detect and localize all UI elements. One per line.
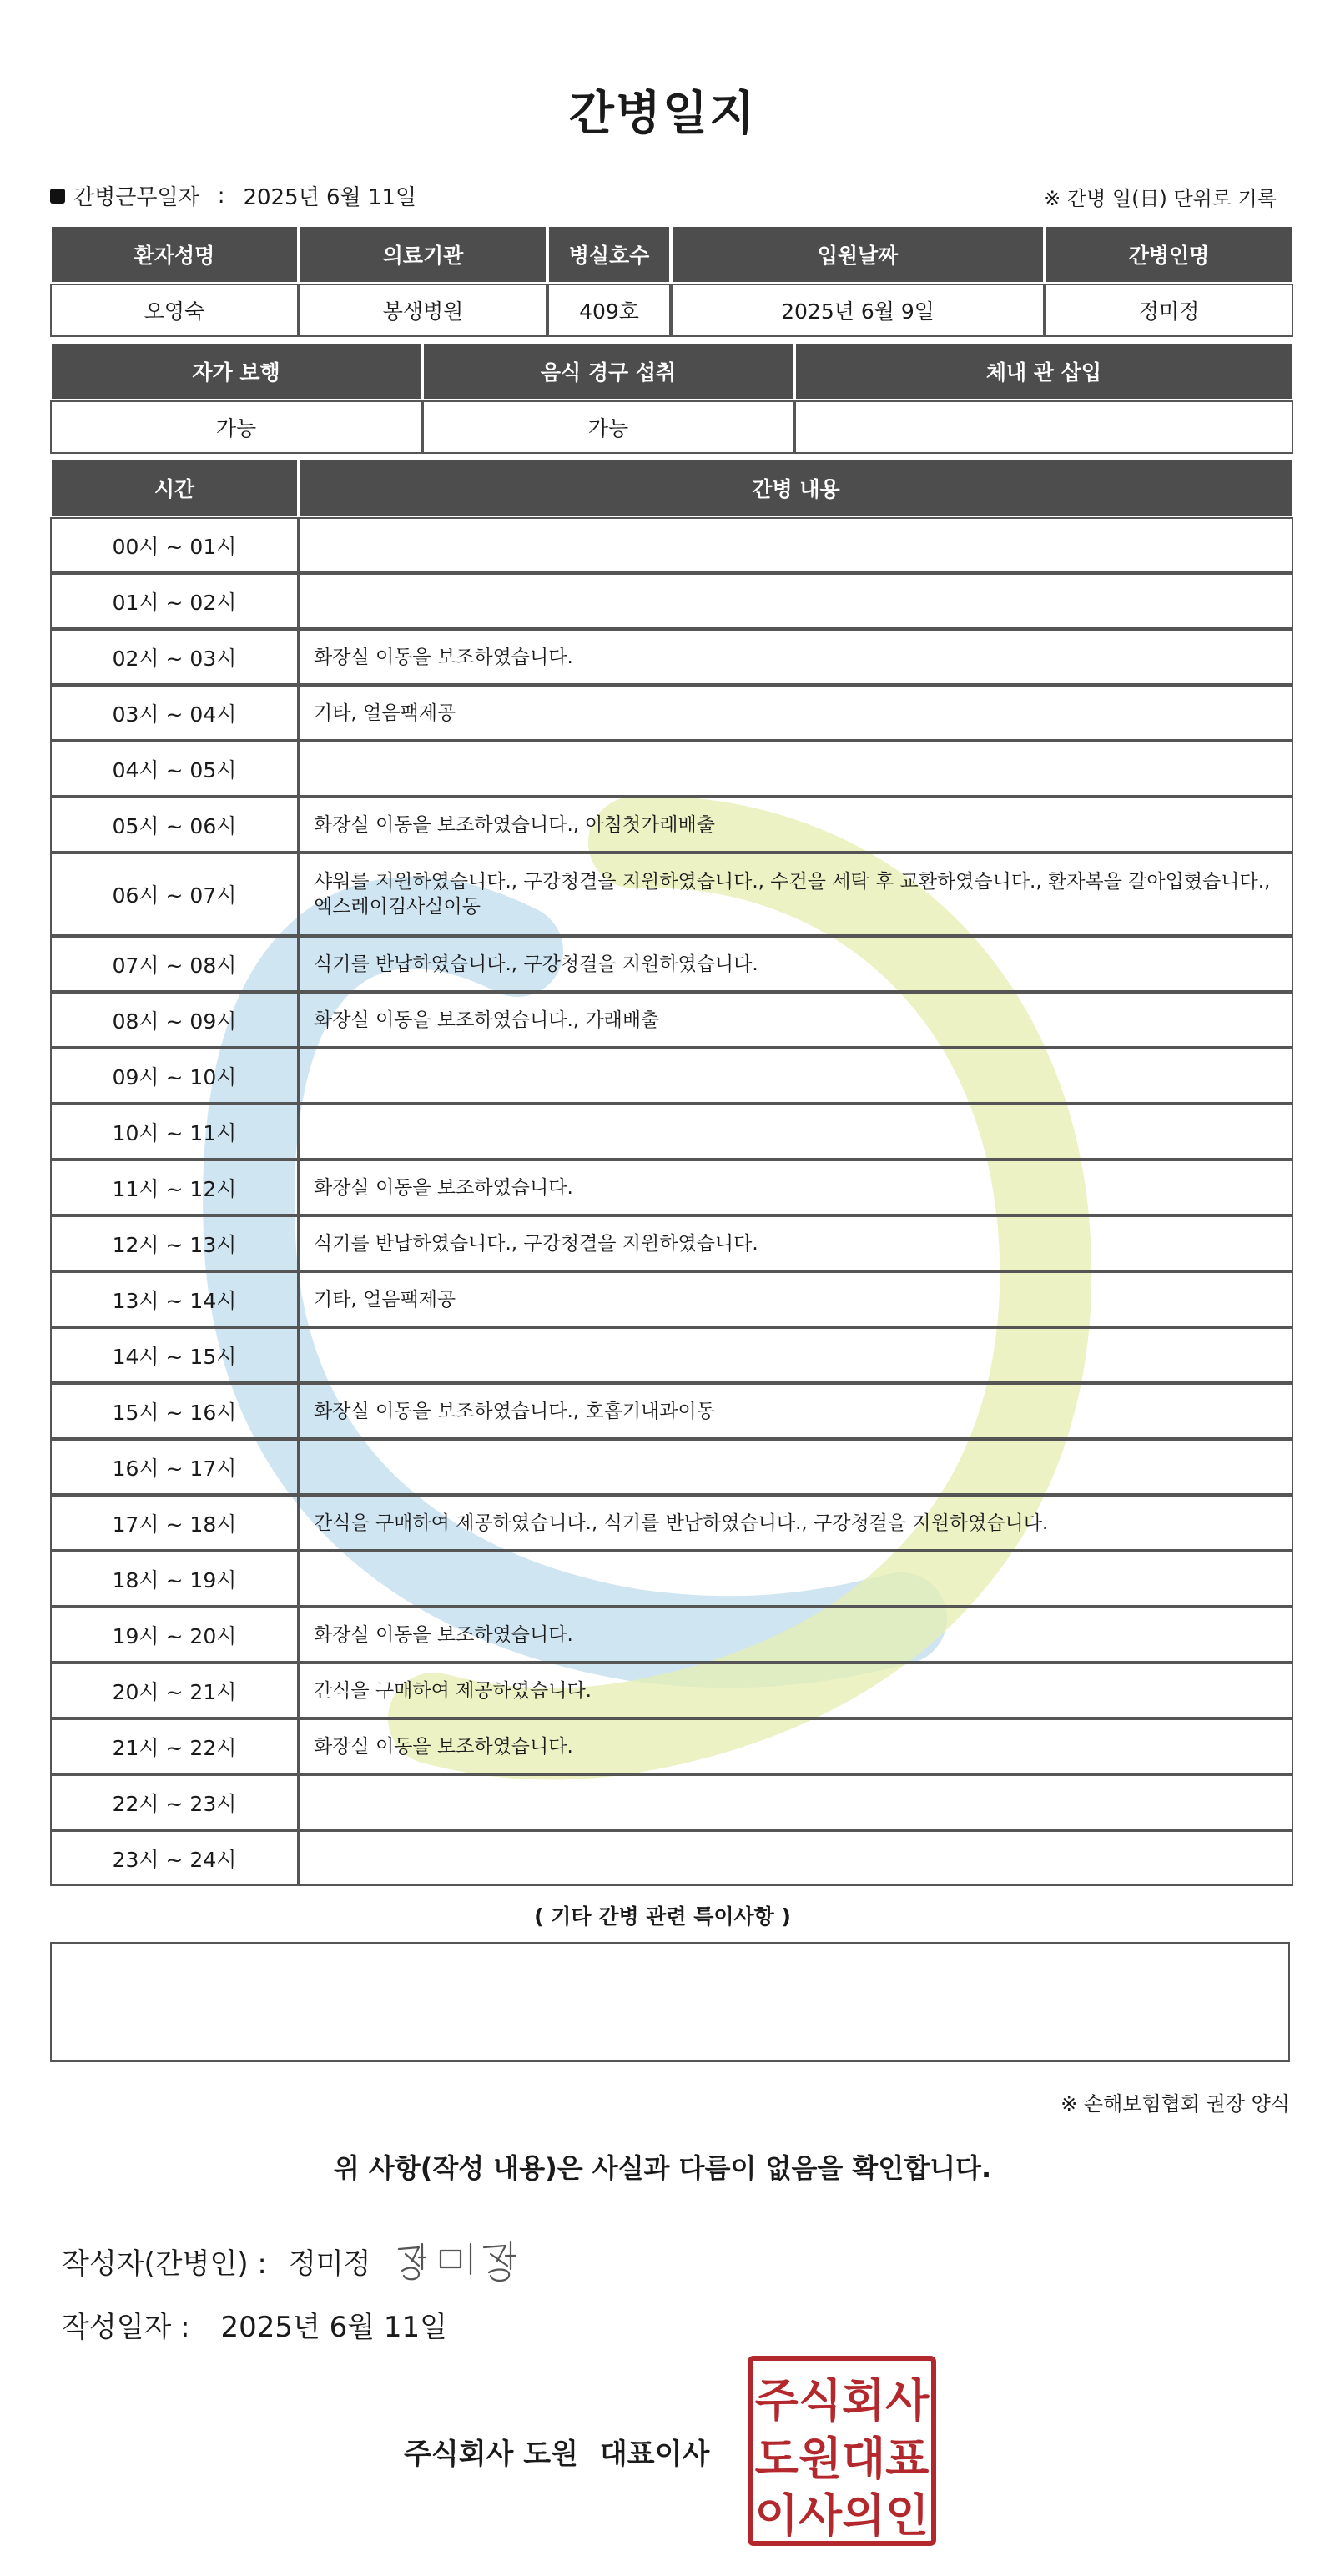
company-title: 대표이사 xyxy=(599,2438,710,2471)
log-row xyxy=(50,1439,1293,1495)
hospital-name: 봉생병원 xyxy=(299,284,547,337)
header-room: 병실호수 xyxy=(547,225,671,284)
header-walking: 자가 보행 xyxy=(50,342,422,400)
log-content-cell: 화장실 이동을 보조하였습니다., 가래배출 xyxy=(299,992,1293,1048)
work-date-value: 2025년 6월 11일 xyxy=(243,185,417,210)
log-time-cell: 10시 ~ 11시 xyxy=(50,1104,299,1160)
log-content-cell: 샤워를 지원하였습니다., 구강청결을 지원하였습니다., 수건을 세탁 후 교환하였습니다., 환자복을 갈아입혔습니다., 엑스레이검사실이동 xyxy=(299,853,1293,936)
log-row xyxy=(50,1048,1293,1104)
log-time-cell: 21시 ~ 22시 xyxy=(50,1718,299,1774)
seal-line-2: 도원대표 xyxy=(754,2433,930,2485)
log-time-cell: 11시 ~ 12시 xyxy=(50,1160,299,1215)
log-time-cell: 14시 ~ 15시 xyxy=(50,1327,299,1383)
seal-line-1: 주식회사 xyxy=(754,2374,930,2427)
log-time-cell: 04시 ~ 05시 xyxy=(50,741,299,797)
header-patient-name: 환자성명 xyxy=(50,225,299,284)
hourly-care-log-table xyxy=(50,459,1293,1886)
log-time-cell: 09시 ~ 10시 xyxy=(50,1048,299,1104)
log-time-cell: 19시 ~ 20시 xyxy=(50,1607,299,1663)
log-time-cell: 01시 ~ 02시 xyxy=(50,573,299,629)
log-content-cell: 기타, 얼음팩제공 xyxy=(299,685,1293,741)
log-time-cell: 15시 ~ 16시 xyxy=(50,1383,299,1439)
log-time-cell: 08시 ~ 09시 xyxy=(50,992,299,1048)
patient-info-table xyxy=(50,225,1293,337)
remarks-title: ( 기타 간병 관련 특이사항 ) xyxy=(534,1904,791,1929)
patient-header-row xyxy=(50,225,1293,284)
log-content-cell xyxy=(299,1830,1293,1886)
status-header-row xyxy=(50,342,1293,400)
page-title: 간병일지 xyxy=(568,87,757,141)
log-time-cell: 02시 ~ 03시 xyxy=(50,629,299,685)
confirmation-statement: 위 사항(작성 내용)은 사실과 다름이 없음을 확인합니다. xyxy=(333,2152,992,2184)
log-content-cell xyxy=(299,1551,1293,1607)
log-content-cell: 화장실 이동을 보조하였습니다. xyxy=(299,1160,1293,1215)
log-time-cell: 07시 ~ 08시 xyxy=(50,936,299,992)
log-row xyxy=(50,853,1293,936)
log-row xyxy=(50,936,1293,992)
log-row xyxy=(50,1830,1293,1886)
log-row xyxy=(50,517,1293,573)
writer-label: 작성자(간병인) : xyxy=(62,2246,267,2281)
log-content-cell: 식기를 반납하였습니다., 구강청결을 지원하였습니다. xyxy=(299,936,1293,992)
oral-intake-value: 가능 xyxy=(422,400,794,454)
log-time-cell: 18시 ~ 19시 xyxy=(50,1551,299,1607)
log-row xyxy=(50,1663,1293,1718)
written-date-label: 작성일자 : xyxy=(62,2311,190,2344)
patient-value-row xyxy=(50,284,1293,337)
header-hospital: 의료기관 xyxy=(299,225,547,284)
log-content-cell xyxy=(299,1439,1293,1495)
written-date-value: 2025년 6월 11일 xyxy=(220,2311,448,2344)
header-time: 시간 xyxy=(50,459,299,517)
company-name: 주식회사 도원 xyxy=(404,2438,578,2471)
log-content-cell xyxy=(299,517,1293,573)
log-time-cell: 06시 ~ 07시 xyxy=(50,853,299,936)
unit-note: ※ 간병 일(日) 단위로 기록 xyxy=(1044,187,1277,210)
log-header-row xyxy=(50,459,1293,517)
log-content-cell: 화장실 이동을 보조하였습니다., 호흡기내과이동 xyxy=(299,1383,1293,1439)
log-row xyxy=(50,1774,1293,1830)
header-caregiver-name: 간병인명 xyxy=(1045,225,1293,284)
log-time-cell: 23시 ~ 24시 xyxy=(50,1830,299,1886)
log-content-cell: 화장실 이동을 보조하였습니다., 아침첫가래배출 xyxy=(299,797,1293,853)
header-tube-insertion: 체내 관 삽입 xyxy=(794,342,1293,400)
log-content-cell: 화장실 이동을 보조하였습니다. xyxy=(299,1607,1293,1663)
log-time-cell: 05시 ~ 06시 xyxy=(50,797,299,853)
log-row xyxy=(50,797,1293,853)
log-time-cell: 20시 ~ 21시 xyxy=(50,1663,299,1718)
log-content-cell: 간식을 구매하여 제공하였습니다., 식기를 반납하였습니다., 구강청결을 지원하였습니다. xyxy=(299,1495,1293,1551)
log-body xyxy=(50,517,1293,1886)
bullet-square-icon xyxy=(50,189,65,204)
patient-status-table xyxy=(50,342,1293,454)
work-date-row xyxy=(50,180,416,211)
walking-value: 가능 xyxy=(50,400,422,454)
room-number: 409호 xyxy=(547,284,671,337)
work-date-label: 간병근무일자 xyxy=(73,185,199,210)
log-row xyxy=(50,1607,1293,1663)
log-row xyxy=(50,1215,1293,1271)
log-content-cell: 간식을 구매하여 제공하였습니다. xyxy=(299,1663,1293,1718)
writer-name: 정미정 xyxy=(288,2246,371,2281)
seal-line-3: 이사의인 xyxy=(754,2489,930,2542)
log-row xyxy=(50,573,1293,629)
log-row xyxy=(50,1718,1293,1774)
patient-name: 오영숙 xyxy=(50,284,299,337)
log-row xyxy=(50,685,1293,741)
log-time-cell: 03시 ~ 04시 xyxy=(50,685,299,741)
log-row xyxy=(50,741,1293,797)
log-content-cell xyxy=(299,1104,1293,1160)
log-content-cell xyxy=(299,1774,1293,1830)
log-content-cell: 화장실 이동을 보조하였습니다. xyxy=(299,629,1293,685)
log-content-cell xyxy=(299,1327,1293,1383)
handwritten-signature xyxy=(394,2237,536,2284)
log-row xyxy=(50,1160,1293,1215)
header-admission-date: 입원날짜 xyxy=(671,225,1045,284)
log-time-cell: 00시 ~ 01시 xyxy=(50,517,299,573)
log-content-cell xyxy=(299,573,1293,629)
log-time-cell: 13시 ~ 14시 xyxy=(50,1271,299,1327)
log-content-cell: 식기를 반납하였습니다., 구강청결을 지원하였습니다. xyxy=(299,1215,1293,1271)
log-row xyxy=(50,1551,1293,1607)
log-content-cell xyxy=(299,741,1293,797)
status-value-row xyxy=(50,400,1293,454)
log-row xyxy=(50,629,1293,685)
form-source-note: ※ 손해보험협회 권장 양식 xyxy=(1061,2092,1290,2116)
log-content-cell xyxy=(299,1048,1293,1104)
log-row xyxy=(50,1327,1293,1383)
log-content-cell: 기타, 얼음팩제공 xyxy=(299,1271,1293,1327)
header-care-content: 간병 내용 xyxy=(299,459,1293,517)
writer-row xyxy=(62,2237,536,2284)
admission-date: 2025년 6월 9일 xyxy=(671,284,1045,337)
company-seal-stamp xyxy=(746,2354,938,2548)
tube-insertion-value xyxy=(794,400,1293,454)
log-time-cell: 12시 ~ 13시 xyxy=(50,1215,299,1271)
written-date-row xyxy=(62,2304,447,2345)
header-oral-intake: 음식 경구 섭취 xyxy=(422,342,794,400)
log-row xyxy=(50,992,1293,1048)
log-content-cell: 화장실 이동을 보조하였습니다. xyxy=(299,1718,1293,1774)
log-row xyxy=(50,1104,1293,1160)
company-line xyxy=(404,2431,709,2472)
remarks-box xyxy=(50,1942,1290,2062)
log-row xyxy=(50,1383,1293,1439)
work-date-separator: : xyxy=(217,183,225,209)
log-row xyxy=(50,1495,1293,1551)
caregiver-name: 정미정 xyxy=(1045,284,1293,337)
log-time-cell: 17시 ~ 18시 xyxy=(50,1495,299,1551)
log-row xyxy=(50,1271,1293,1327)
log-time-cell: 22시 ~ 23시 xyxy=(50,1774,299,1830)
log-time-cell: 16시 ~ 17시 xyxy=(50,1439,299,1495)
